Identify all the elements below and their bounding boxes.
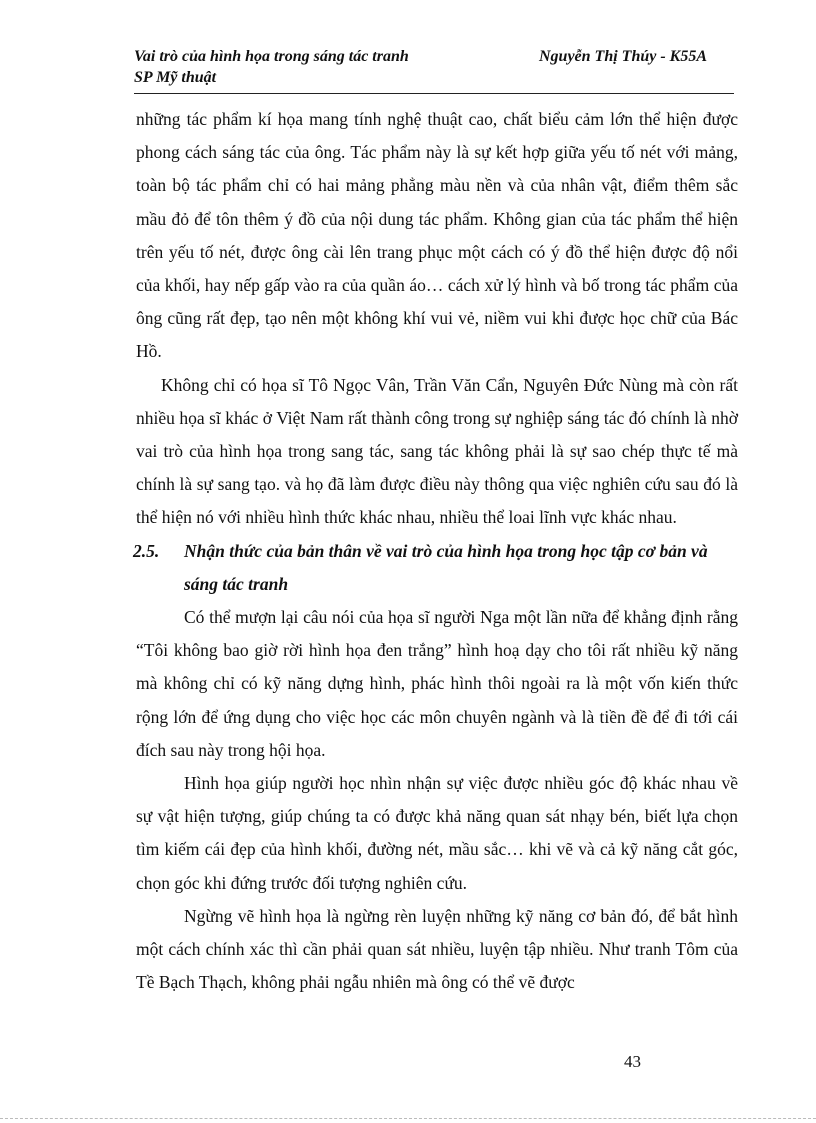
page-bottom-edge [0, 1118, 816, 1119]
page-body [133, 103, 738, 999]
section-number: 2.5. [133, 540, 160, 561]
page-number: 43 [624, 1052, 641, 1071]
header-title [134, 46, 474, 88]
header-title-line2: SP Mỹ thuật [134, 69, 217, 86]
header-title-line1: Vai trò của hình họa trong sáng tác tranh [134, 48, 409, 65]
section-title: Nhận thức của bản thân về vai trò của hình họa trong học tập cơ bản và sáng tác tranh [184, 540, 708, 594]
header-divider [134, 93, 734, 94]
paragraph-2: Không chỉ có họa sĩ Tô Ngọc Vân, Trần Văn Cẩn, Nguyên Đức Nùng mà còn rất nhiều họa sĩ khác ở Việt Nam rất thành công trong sự nghiệp sáng tác đó chính là nhờ vai trò của hình họa trong sang tác, sang tác không phải là sự sao chép thực tế mà chính là sự sang tạo. và họ đã làm được điều này thông qua việc nghiên cứu sau đó là thể hiện nó với nhiều hình thức khác nhau, nhiều thể loai lĩnh vực khác nhau. [136, 374, 738, 528]
header-author: Nguyễn Thị Thúy - K55A [539, 48, 708, 65]
section-heading [133, 535, 738, 601]
paragraph-3: Có thể mượn lại câu nói của họa sĩ người Nga một lần nữa để khẳng định rằng “Tôi không bao giờ rời hình họa đen trắng” hình hoạ dạy cho tôi rất nhiều kỹ năng mà không chỉ có kỹ năng dựng hình, phác hình thôi ngoài ra là một vốn kiến thức rộng lớn để ứng dụng cho việc học các môn chuyên ngành và là tiền đề để đi tới cái đích sau này trong hội họa. [136, 607, 738, 760]
paragraph-5: Ngừng vẽ hình họa là ngừng rèn luyện những kỹ năng cơ bản đó, để bắt hình một cách chính xác thì cần phải quan sát nhiều, luyện tập nhiều. Như tranh Tôm của Tề Bạch Thạch, không phải ngẫu nhiên mà ông có thể vẽ được [136, 905, 738, 993]
paragraph-1: những tác phẩm kí họa mang tính nghệ thuật cao, chất biểu cảm lớn thể hiện được phong cách sáng tác của ông. Tác phẩm này là sự kết hợp giữa yếu tố nét với mảng, toàn bộ tác phẩm chỉ có hai mảng phẳng màu nền và của nhân vật, điểm thêm sắc mầu đỏ để tôn thêm ý đồ của nội dung tác phẩm. Không gian của tác phẩm thể hiện trên yếu tố nét, được ông cài lên trang phục một cách có ý đồ thể hiện được độ nổi của khối, hay nếp gấp vào ra của quần áo… cách xử lý hình và bố trong tác phẩm của ông cũng rất đẹp, tạo nên một không khí vui vẻ, niềm vui khi được học chữ của Bác Hồ. [136, 109, 738, 362]
paragraph-4: Hình họa giúp người học nhìn nhận sự việc được nhiều góc độ khác nhau về sự vật hiện tượng, giúp chúng ta có được khả năng quan sát nhạy bén, biết lựa chọn tìm kiếm cái đẹp của hình khối, đường nét, mầu sắc… khi vẽ và cả kỹ năng cắt góc, chọn góc khi đứng trước đối tượng nghiên cứu. [136, 773, 738, 893]
